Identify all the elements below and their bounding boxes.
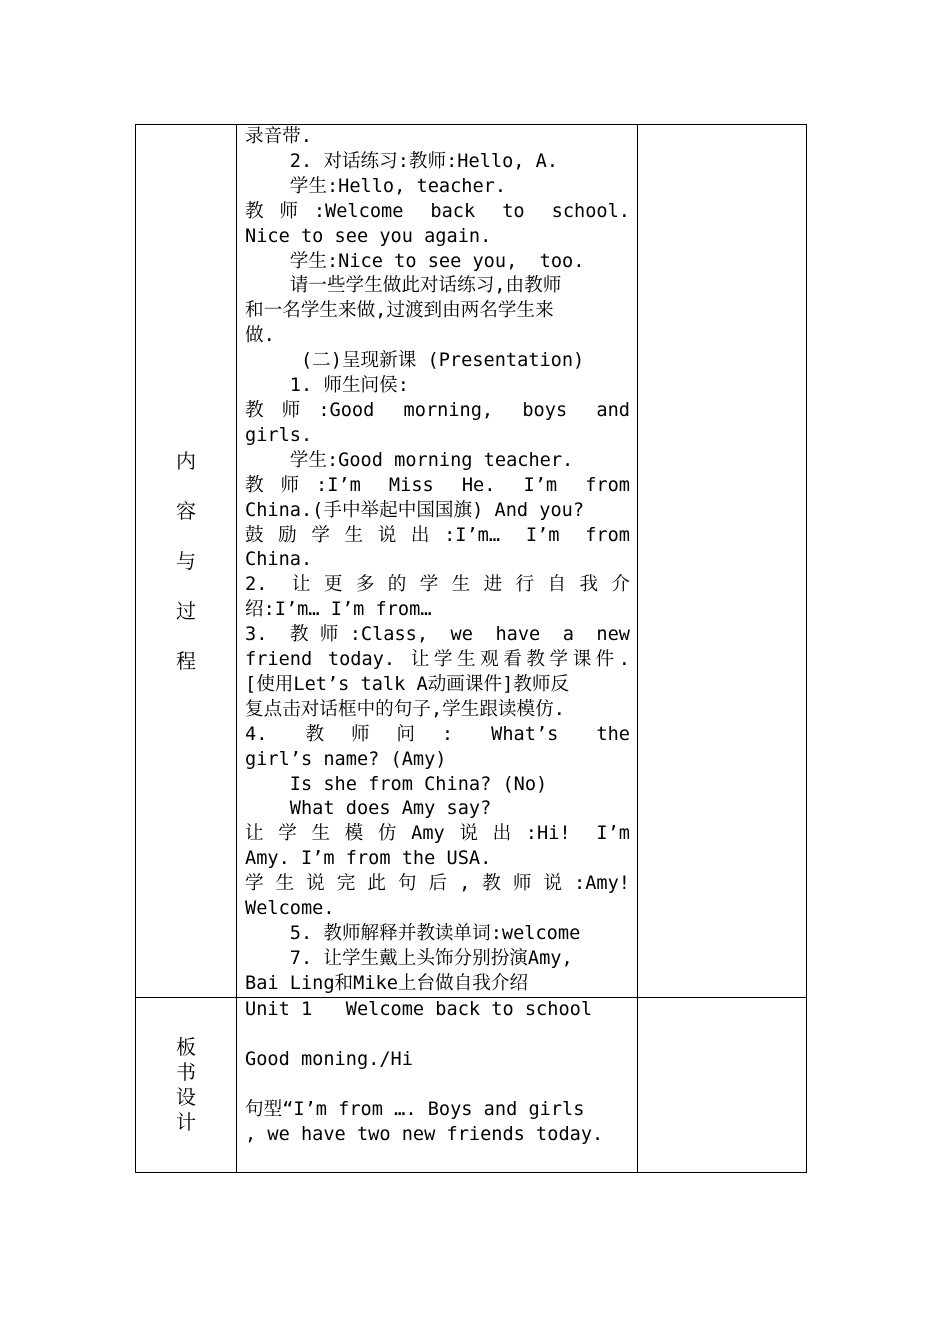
board-content-cell [237, 998, 638, 1173]
text-line: 请一些学生做此对话练习,由教师 [245, 275, 562, 297]
label-char: 内 [176, 449, 196, 473]
label-char: 容 [176, 499, 196, 523]
text-line: 让学生模仿Amy说出:Hi! I’m [245, 823, 630, 845]
label-char: 程 [176, 649, 196, 673]
text-line: Is she from China? (No) [245, 773, 548, 795]
board-row [136, 998, 807, 1173]
text-line: 学生:Good morning teacher. [245, 449, 574, 471]
text-line: girl’s name? (Amy) [245, 748, 447, 770]
process-label [136, 436, 236, 686]
text-line: 5. 教师解释并教读单词:welcome [245, 923, 581, 944]
text-line: 教师:I’m Miss He. I’m from [245, 474, 630, 496]
board-content [237, 998, 637, 1147]
text-line: 2. 让更多的学生进行自我介 [245, 574, 630, 596]
text-line: Welcome. [245, 898, 335, 920]
text-line: 学生:Nice to see you, too. [245, 250, 585, 272]
board-label [136, 1035, 236, 1135]
process-row [136, 125, 807, 998]
text-line: 句型“I’m from …. Boys and girls [245, 1098, 585, 1120]
blank-line [245, 1023, 630, 1048]
label-char: 书 [176, 1060, 196, 1084]
text-line: What does Amy say? [245, 798, 492, 820]
text-line: 3. 教师:Class, we have a new [245, 624, 630, 646]
text-line: 1. 师生问侯: [245, 375, 409, 397]
lesson-plan-table [135, 124, 807, 1173]
text-line: (二)呈现新课 (Presentation) [245, 350, 585, 372]
text-line: 学生说完此句后,教师说:Amy! [245, 873, 630, 895]
text-line: Nice to see you again. [245, 225, 492, 247]
text-line: 2. 对话练习:教师:Hello, A. [245, 150, 559, 172]
board-label-cell [136, 998, 237, 1173]
text-line: Good moning./Hi [245, 1048, 413, 1070]
text-line: China. [245, 549, 313, 571]
text-line: 和一名学生来做,过渡到由两名学生来 [245, 300, 554, 322]
label-char: 计 [176, 1110, 196, 1134]
label-char: 板 [176, 1035, 196, 1059]
process-label-cell [136, 125, 237, 998]
text-line: 录音带. [245, 126, 312, 147]
text-line: 鼓励学生说出:I’m… I’m from [245, 524, 630, 546]
text-line: 做. [245, 325, 275, 347]
blank-line [245, 1073, 630, 1098]
board-notes-cell [638, 998, 807, 1173]
text-line: girls. [245, 424, 313, 446]
label-char: 过 [176, 599, 196, 623]
text-line: 绍:I’m… I’m from… [245, 599, 432, 621]
text-line: China.(手中举起中国国旗) And you? [245, 499, 585, 521]
process-notes-cell [638, 125, 807, 998]
text-line: 4. 教师问: What’s the [245, 723, 630, 745]
text-line: 7. 让学生戴上头饰分别扮演Amy, [245, 947, 573, 969]
text-line: 教师:Good morning, boys and [245, 399, 630, 421]
label-char: 设 [176, 1085, 196, 1109]
text-line: 教师:Welcome back to school. [245, 200, 630, 222]
text-line: Bai Ling和Mike上台做自我介绍 [245, 972, 529, 994]
text-line: Amy. I’m from the USA. [245, 848, 492, 870]
text-line: , we have two new friends today. [245, 1123, 604, 1145]
text-line: Unit 1 Welcome back to school [245, 999, 593, 1020]
text-line: friend today. 让学生观看教学课件. [245, 649, 630, 671]
text-line: 学生:Hello, teacher. [245, 175, 507, 197]
process-content-cell [237, 125, 638, 998]
label-char: 与 [176, 549, 196, 573]
text-line: [使用Let’s talk A动画课件]教师反 [245, 673, 570, 695]
text-line: 复点击对话框中的句子,学生跟读模仿. [245, 698, 565, 720]
process-content [237, 125, 637, 997]
